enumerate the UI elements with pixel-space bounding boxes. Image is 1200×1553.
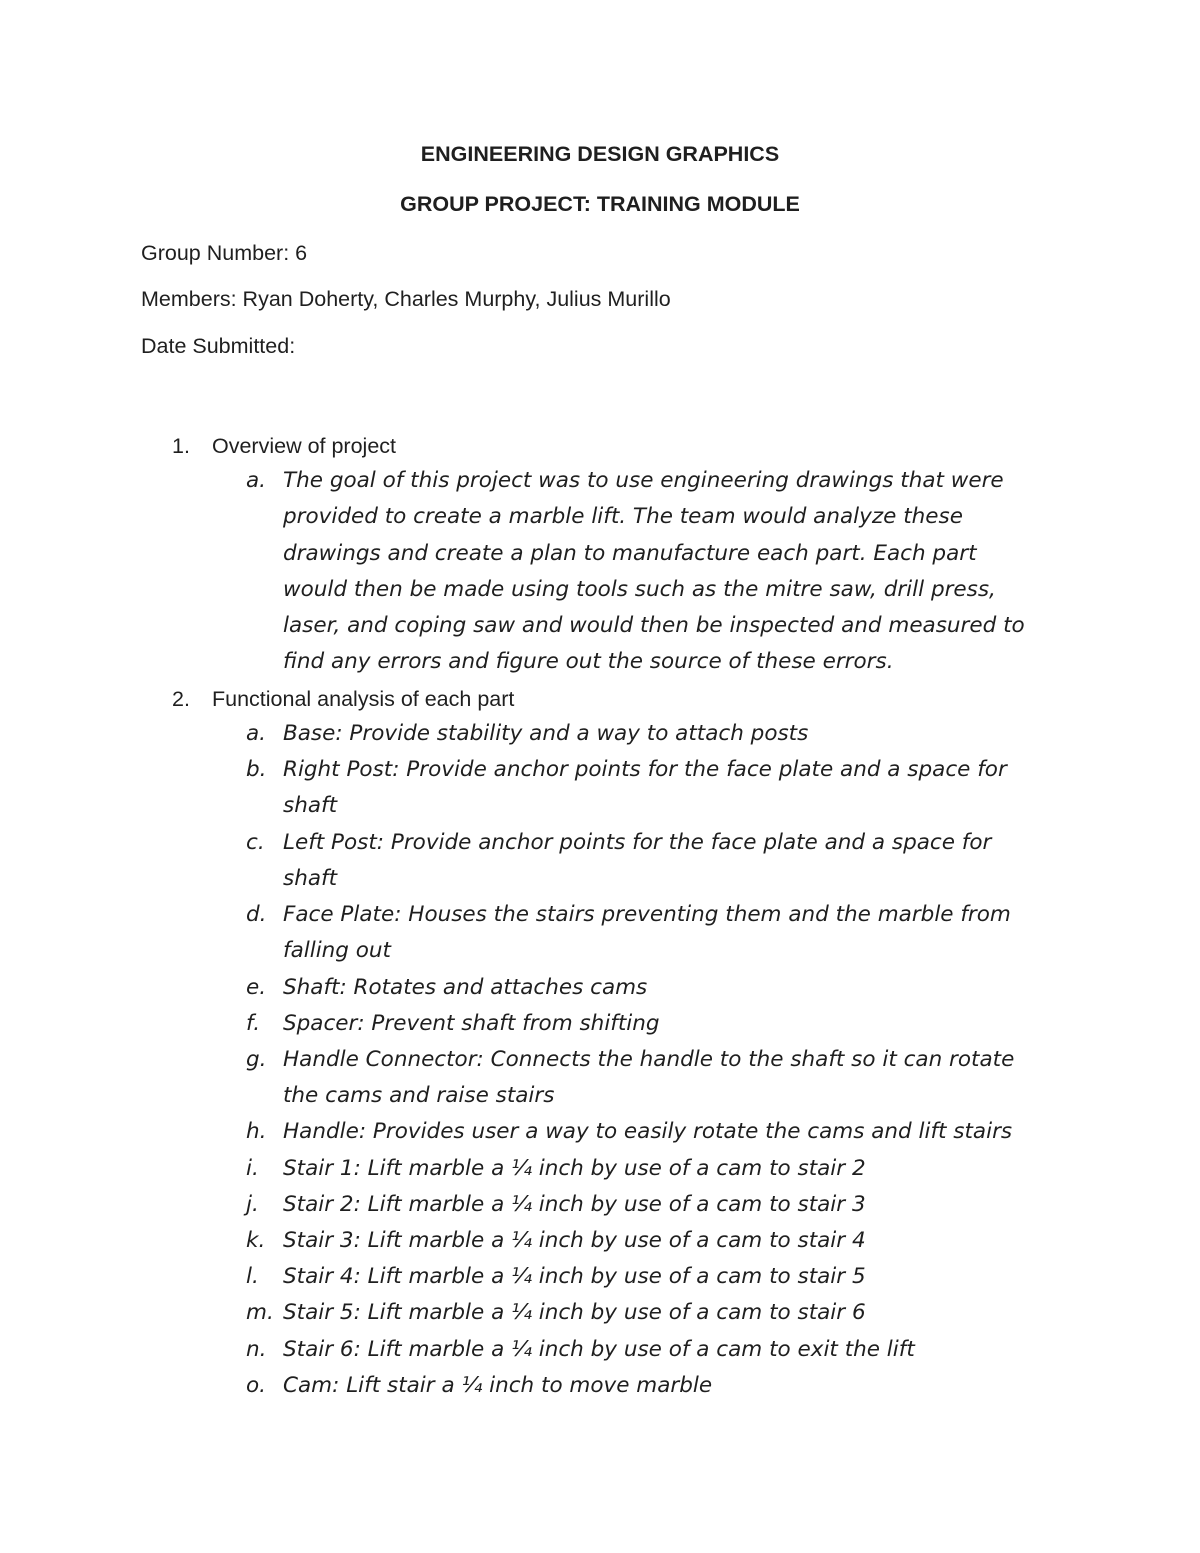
list-item <box>246 1006 1106 1042</box>
list-item <box>246 716 1106 752</box>
item-label: d. <box>246 902 267 927</box>
item-label: k. <box>246 1228 266 1253</box>
item-label: o. <box>246 1373 266 1398</box>
list-item <box>246 1295 1106 1331</box>
item-line: drawings and create a plan to manufacture each part. Each part <box>283 540 977 566</box>
section-number: 1. <box>172 434 190 458</box>
item-line: Stair 5: Lift marble a ¼ inch by use of a cam to stair 6 <box>283 1300 866 1325</box>
item-line: Handle: Provides user a way to easily rotate the cams and lift stairs <box>283 1119 1013 1144</box>
list-item <box>246 970 1106 1006</box>
date-submitted: Date Submitted: <box>141 334 296 358</box>
section-heading <box>172 434 396 459</box>
list-item <box>246 1259 1106 1295</box>
item-line: Stair 2: Lift marble a ¼ inch by use of a cam to stair 3 <box>283 1192 866 1217</box>
document-title: ENGINEERING DESIGN GRAPHICS <box>420 142 780 166</box>
list-item <box>246 1187 1106 1223</box>
list-item <box>246 463 1106 681</box>
item-line: laser, and coping saw and would then be inspected and measured to <box>283 613 1025 639</box>
item-label: c. <box>246 830 265 855</box>
item-label: g. <box>246 1047 267 1072</box>
list-item <box>246 1151 1106 1187</box>
item-line: Face Plate: Houses the stairs preventing them and the marble from <box>283 902 1011 927</box>
item-line: find any errors and figure out the source of these errors. <box>283 649 894 675</box>
item-label: i. <box>246 1156 259 1181</box>
list-item <box>246 1368 1106 1404</box>
section-title: Overview of project <box>212 434 397 458</box>
item-line: Stair 6: Lift marble a ¼ inch by use of a cam to exit the lift <box>283 1337 915 1362</box>
group-number: Group Number: 6 <box>141 241 308 265</box>
item-line: shaft <box>283 866 338 892</box>
list-item <box>246 752 1106 825</box>
section-title: Functional analysis of each part <box>212 687 515 711</box>
list-item <box>246 1042 1106 1115</box>
list-item <box>246 897 1106 970</box>
document-subtitle: GROUP PROJECT: TRAINING MODULE <box>400 192 800 216</box>
item-line: falling out <box>283 938 391 964</box>
item-label: a. <box>246 468 267 493</box>
list-item <box>246 1332 1106 1368</box>
item-line: Handle Connector: Connects the handle to the shaft so it can rotate <box>283 1047 1015 1072</box>
item-label: a. <box>246 721 267 746</box>
item-label: j. <box>246 1192 259 1217</box>
item-line: Cam: Lift stair a ¼ inch to move marble <box>283 1373 713 1398</box>
item-line: Stair 3: Lift marble a ¼ inch by use of a cam to stair 4 <box>283 1228 866 1253</box>
item-line: Base: Provide stability and a way to attach posts <box>283 721 809 746</box>
list-item <box>246 1223 1106 1259</box>
members: Members: Ryan Doherty, Charles Murphy, Julius Murillo <box>141 287 671 311</box>
item-line: provided to create a marble lift. The team would analyze these <box>283 504 963 530</box>
item-line: would then be made using tools such as the mitre saw, drill press, <box>283 576 996 602</box>
item-label: h. <box>246 1119 267 1144</box>
section-heading <box>172 687 514 712</box>
item-line: Spacer: Prevent shaft from shifting <box>283 1011 660 1036</box>
item-label: f. <box>246 1011 261 1036</box>
item-line: Stair 1: Lift marble a ¼ inch by use of a cam to stair 2 <box>283 1156 866 1181</box>
item-label: m. <box>246 1300 274 1325</box>
item-line: shaft <box>283 793 338 819</box>
section-number: 2. <box>172 687 190 711</box>
item-line: The goal of this project was to use engineering drawings that were <box>283 468 1004 493</box>
item-line: Stair 4: Lift marble a ¼ inch by use of a cam to stair 5 <box>283 1264 866 1289</box>
item-line: Left Post: Provide anchor points for the face plate and a space for <box>283 830 992 855</box>
item-label: e. <box>246 975 267 1000</box>
item-line: the cams and raise stairs <box>283 1083 555 1109</box>
item-label: l. <box>246 1264 259 1289</box>
item-line: Shaft: Rotates and attaches cams <box>283 975 648 1000</box>
item-label: n. <box>246 1337 267 1362</box>
item-line: Right Post: Provide anchor points for the face plate and a space for <box>283 757 1007 782</box>
list-item <box>246 825 1106 898</box>
item-label: b. <box>246 757 267 782</box>
list-item <box>246 1114 1106 1150</box>
